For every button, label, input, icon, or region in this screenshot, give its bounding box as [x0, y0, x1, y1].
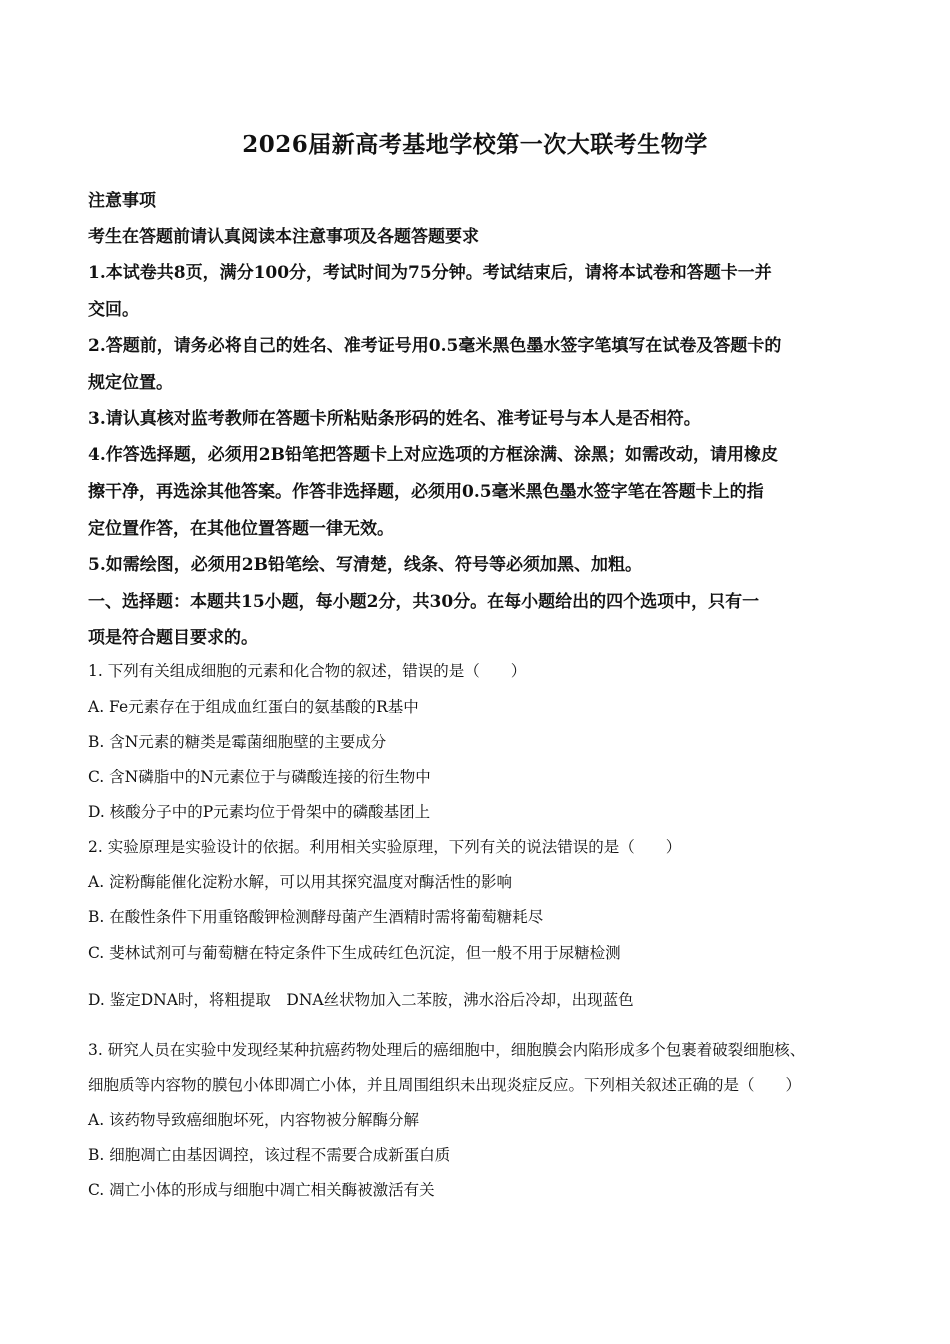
- notice-item-3: 3.请认真核对监考教师在答题卡所粘贴条形码的姓名、准考证号与本人是否相符。: [88, 409, 701, 429]
- question-1-option-b: B. 含N元素的糖类是霉菌细胞壁的主要成分: [88, 733, 387, 751]
- question-2-option-a: A. 淀粉酶能催化淀粉水解，可以用其探究温度对酶活性的影响: [88, 873, 513, 891]
- notice-item-4-line-3: 定位置作答，在其他位置答题一律无效。: [88, 519, 394, 539]
- notice-item-2-line-1: 2.答题前，请务必将自己的姓名、准考证号用0.5毫米黑色墨水签字笔填写在试卷及答题卡的: [88, 336, 782, 356]
- question-3-stem-line-1: 3. 研究人员在实验中发现经某种抗癌药物处理后的癌细胞中，细胞膜会内陷形成多个包裹着破裂细胞核、: [88, 1041, 806, 1059]
- question-1-stem: 1. 下列有关组成细胞的元素和化合物的叙述，错误的是（ ）: [88, 662, 527, 680]
- question-3-stem-line-2: 细胞质等内容物的膜包小体即凋亡小体，并且周围组织未出现炎症反应。下列相关叙述正确的是（ ）: [88, 1076, 802, 1094]
- exam-title: 2026届新高考基地学校第一次大联考生物学: [242, 131, 708, 158]
- section-heading-line-2: 项是符合题目要求的。: [88, 628, 258, 648]
- question-1-option-d: D. 核酸分子中的P元素均位于骨架中的磷酸基团上: [88, 803, 431, 821]
- notice-item-1-line-1: 1.本试卷共8页，满分100分，考试时间为75分钟。考试结束后，请将本试卷和答题卡一并: [88, 263, 772, 283]
- question-1-option-a: A. Fe元素存在于组成血红蛋白的氨基酸的R基中: [88, 698, 419, 716]
- notice-intro: 考生在答题前请认真阅读本注意事项及各题答题要求: [88, 227, 479, 247]
- notice-item-4-line-1: 4.作答选择题，必须用2B铅笔把答题卡上对应选项的方框涂满、涂黑；如需改动，请用橡皮: [88, 445, 778, 465]
- notice-heading: 注意事项: [88, 191, 156, 211]
- question-3-option-a: A. 该药物导致癌细胞坏死，内容物被分解酶分解: [88, 1111, 420, 1129]
- notice-item-2-line-2: 规定位置。: [88, 373, 173, 393]
- question-1-option-c: C. 含N磷脂中的N元素位于与磷酸连接的衍生物中: [88, 768, 431, 786]
- question-2-option-b: B. 在酸性条件下用重铬酸钾检测酵母菌产生酒精时需将葡萄糖耗尽: [88, 908, 544, 926]
- notice-item-4-line-2: 擦干净，再选涂其他答案。作答非选择题，必须用0.5毫米黑色墨水签字笔在答题卡上的指: [88, 482, 764, 502]
- question-3-option-b: B. 细胞凋亡由基因调控，该过程不需要合成新蛋白质: [88, 1146, 451, 1164]
- question-3-option-c: C. 凋亡小体的形成与细胞中凋亡相关酶被激活有关: [88, 1181, 435, 1199]
- question-2-option-d: D. 鉴定DNA时，将粗提取 DNA丝状物加入二苯胺，沸水浴后冷却，出现蓝色: [88, 991, 634, 1009]
- section-heading-line-1: 一、选择题：本题共15小题，每小题2分，共30分。在每小题给出的四个选项中，只有一: [88, 592, 760, 612]
- question-2-stem: 2. 实验原理是实验设计的依据。利用相关实验原理，下列有关的说法错误的是（ ）: [88, 838, 682, 856]
- question-2-option-c: C. 斐林试剂可与葡萄糖在特定条件下生成砖红色沉淀，但一般不用于尿糖检测: [88, 944, 621, 962]
- notice-item-1-line-2: 交回。: [88, 300, 139, 320]
- notice-item-5: 5.如需绘图，必须用2B铅笔绘、写清楚，线条、符号等必须加黑、加粗。: [88, 555, 642, 575]
